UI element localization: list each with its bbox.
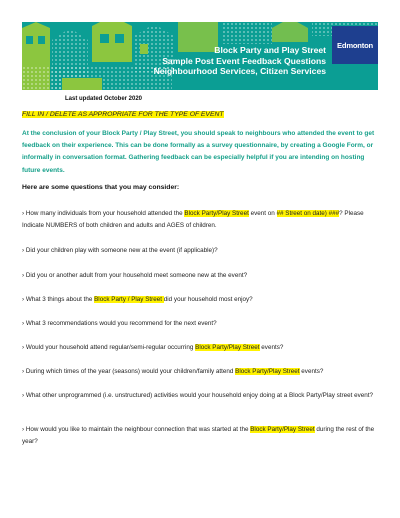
q1-highlight-date: ## Street on date) ###: [276, 210, 340, 217]
q4-highlight: Block Party / Play Street: [94, 296, 164, 303]
banner-title: [154, 45, 326, 77]
q6-highlight: Block Party/Play Street: [195, 344, 260, 351]
q9-highlight: Block Party/Play Street: [250, 426, 315, 433]
question-3: › Did you or another adult from your household meet someone new at the event?: [22, 272, 248, 279]
last-updated: Last updated October 2020: [65, 96, 143, 102]
question-8: › What other unprogrammed (i.e. unstructured) activities would your household enjoy doing at a Block Party/Play street event?: [22, 392, 374, 399]
intro-paragraph: At the conclusion of your Block Party / Play Street, you should speak to neighbours who attended the event to get feedback on their experience. This can be done formally as a survey questionnaire, by creating a Google Form, or informally in conversation format. Gathering feedback can be especially helpful if you are intending on hosting future events.: [22, 130, 375, 174]
q4-post: did your household most enjoy?: [163, 296, 253, 303]
q7-post: events?: [299, 368, 324, 375]
q6-post: events?: [259, 344, 284, 351]
banner-title-line-3: Neighbourhood Services, Citizen Services: [153, 66, 326, 77]
question-9: [22, 424, 378, 448]
question-7: [22, 366, 378, 378]
q1-post: ? Please Indicate NUMBERS of both children and adults and AGES of children.: [22, 210, 364, 229]
q9-pre: › How would you like to maintain the neighbour connection that was started at the: [22, 426, 251, 433]
questions-heading: Here are some questions that you may consider:: [22, 184, 180, 191]
header-banner: [22, 22, 378, 90]
question-4: [22, 294, 378, 306]
edmonton-logo: [332, 26, 378, 64]
banner-title-line-1: Block Party and Play Street: [214, 45, 326, 55]
q1-mid: event on: [248, 210, 277, 217]
question-6: [22, 342, 378, 354]
logo-text: Edmonton: [337, 40, 373, 50]
q7-highlight: Block Party/Play Street: [235, 368, 300, 375]
q1-pre: › How many individuals from your household attended the: [22, 210, 185, 217]
question-5: › What 3 recommendations would you recommend for the next event?: [22, 320, 217, 327]
q1-highlight-event: Block Party/Play Street: [184, 210, 249, 217]
question-1: [22, 208, 378, 232]
q9-post: during the rest of the year?: [22, 426, 375, 445]
q7-pre: › During which times of the year (seasons) would your children/family attend: [22, 368, 236, 375]
question-2: › Did your children play with someone new at the event (if applicable)?: [22, 247, 218, 254]
q6-pre: › Would your household attend regular/semi-regular occurring: [22, 344, 196, 351]
fill-in-instruction: [22, 111, 224, 118]
banner-title-line-2: Sample Post Event Feedback Questions: [162, 55, 326, 66]
instruction-highlight: FILL IN / DELETE AS APPROPRIATE FOR THE TYPE OF EVENT: [22, 111, 224, 118]
q4-pre: › What 3 things about the: [22, 296, 95, 303]
